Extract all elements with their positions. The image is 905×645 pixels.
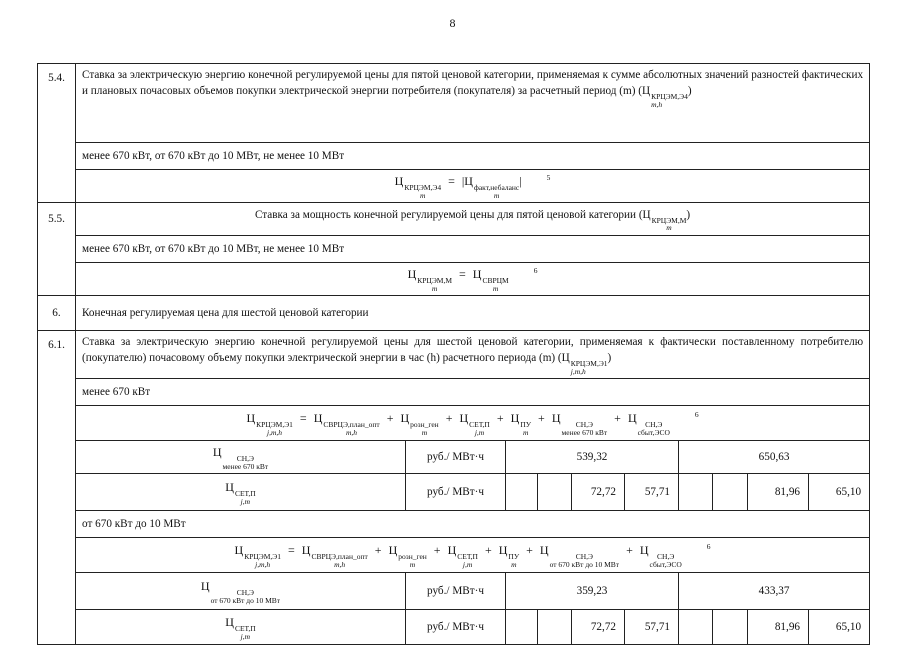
rate-row [38,573,870,610]
rate-value: 57,71 [625,610,679,645]
tariff-symbol: (Ц КРЦЭМ,Э1 j,m,h ) [557,352,612,376]
rate-symbol: Ц СЕТ,П j,m [76,610,406,645]
rate-value: 650,63 [679,441,870,474]
empty-cell [679,474,713,511]
footnote-marker: 6 [694,410,699,420]
formula-6-1-group-1: Ц КРЦЭМ,Э1 j,m,h = Ц СВРЦЭ,план_опт m,h + Ц розн_ген m + Ц СЕТ,П j,m + Ц ПУ m + Ц СН,Э менее 670 кВт + Ц СН,Э сбыт,ЭСО $^6$ [76,406,870,441]
empty-cell [538,610,572,645]
footnote-marker: 6 [533,266,538,275]
rate-value: 81,96 [748,474,809,511]
empty-cell [713,474,748,511]
empty-cell [679,610,713,645]
page-number: 8 [449,16,456,30]
formula-row [38,538,870,573]
rate-unit: руб./ МВт·ч [406,474,506,511]
rate-value: 539,32 [506,441,679,474]
row-number: 5.4. [38,64,76,203]
rate-row [38,474,870,511]
rate-value: 57,71 [625,474,679,511]
voltage-label: менее 670 кВт [76,379,870,406]
tariff-symbol: (Ц КРЦЭМ,М m ) [638,208,691,232]
rate-value: 433,37 [679,573,870,610]
rate-unit: руб./ МВт·ч [406,441,506,474]
row-description [76,331,870,379]
voltage-row [38,143,870,170]
voltage-label: менее 670 кВт, от 670 кВт до 10 МВт, не менее 10 МВт [76,143,870,170]
rate-value: 359,23 [506,573,679,610]
row-6 [38,296,870,331]
empty-cell [538,474,572,511]
voltage-row [38,379,870,406]
voltage-row [38,511,870,538]
tariff-symbol: (Ц КРЦЭМ,Э4 m,h ) [638,85,692,109]
formula-5-4: Ц КРЦЭМ,Э4 m = |Ц факт,небаланс m | $^5$ [76,170,870,203]
description-text: Ставка за мощность конечной регулируемой цены для пятой ценовой категории [254,208,637,221]
description-text: Ставка за электрическую энергию конечной регулируемой цены для шестой ценовой категории, применяемая к фактически поставленному потребителю (покупателю) почасовому объему покупки электрической энергии в час (h) расчетного периода (m) [82,336,864,365]
rate-value: 65,10 [809,610,870,645]
row-number: 5.5. [38,203,76,296]
formula-6-1-group-2: Ц КРЦЭМ,Э1 j,m,h = Ц СВРЦЭ,план_опт m,h + Ц розн_ген m + Ц СЕТ,П j,m + Ц ПУ m + Ц СН,Э от 670 кВт до 10 МВт + Ц СН,Э сбыт,ЭСО $^6$ [76,538,870,573]
rate-symbol: Ц СЕТ,П j,m [76,474,406,511]
row-5-5 [38,203,870,236]
row-5-4 [38,64,870,143]
rate-symbol: Ц СН,Э менее 670 кВт [76,441,406,474]
empty-cell [506,610,538,645]
empty-cell [713,610,748,645]
row-number: 6.1. [38,331,76,645]
rate-value: 81,96 [748,610,809,645]
formula-5-5: Ц КРЦЭМ,М m = Ц СВРЦМ m $^6$ [76,263,870,296]
rate-symbol: Ц СН,Э от 670 кВт до 10 МВт [76,573,406,610]
rate-row [38,441,870,474]
description-text: Ставка за электрическую энергию конечной регулируемой цены для пятой ценовой категории, применяемая к сумме абсолютных значений разностей фактических и плановых почасовых объемов покупки электрической энергии потребителя (покупателя) за расчетный период (m) [82,69,864,98]
row-description [76,64,870,143]
voltage-row [38,236,870,263]
formula-row [38,170,870,203]
empty-cell [506,474,538,511]
row-number: 6. [38,296,76,331]
rate-unit: руб./ МВт·ч [406,610,506,645]
rate-value: 65,10 [809,474,870,511]
row-description [76,203,870,236]
formula-row [38,406,870,441]
rate-value: 72,72 [572,474,625,511]
rate-row [38,610,870,645]
rate-value: 72,72 [572,610,625,645]
row-description: Конечная регулируемая цена для шестой ценовой категории [76,296,870,331]
voltage-label: от 670 кВт до 10 МВт [76,511,870,538]
voltage-label: менее 670 кВт, от 670 кВт до 10 МВт, не менее 10 МВт [76,236,870,263]
formula-row [38,263,870,296]
footnote-marker: 5 [546,173,551,182]
row-6-1 [38,331,870,379]
rate-unit: руб./ МВт·ч [406,573,506,610]
tariff-table [37,63,870,645]
footnote-marker: 6 [706,542,711,552]
